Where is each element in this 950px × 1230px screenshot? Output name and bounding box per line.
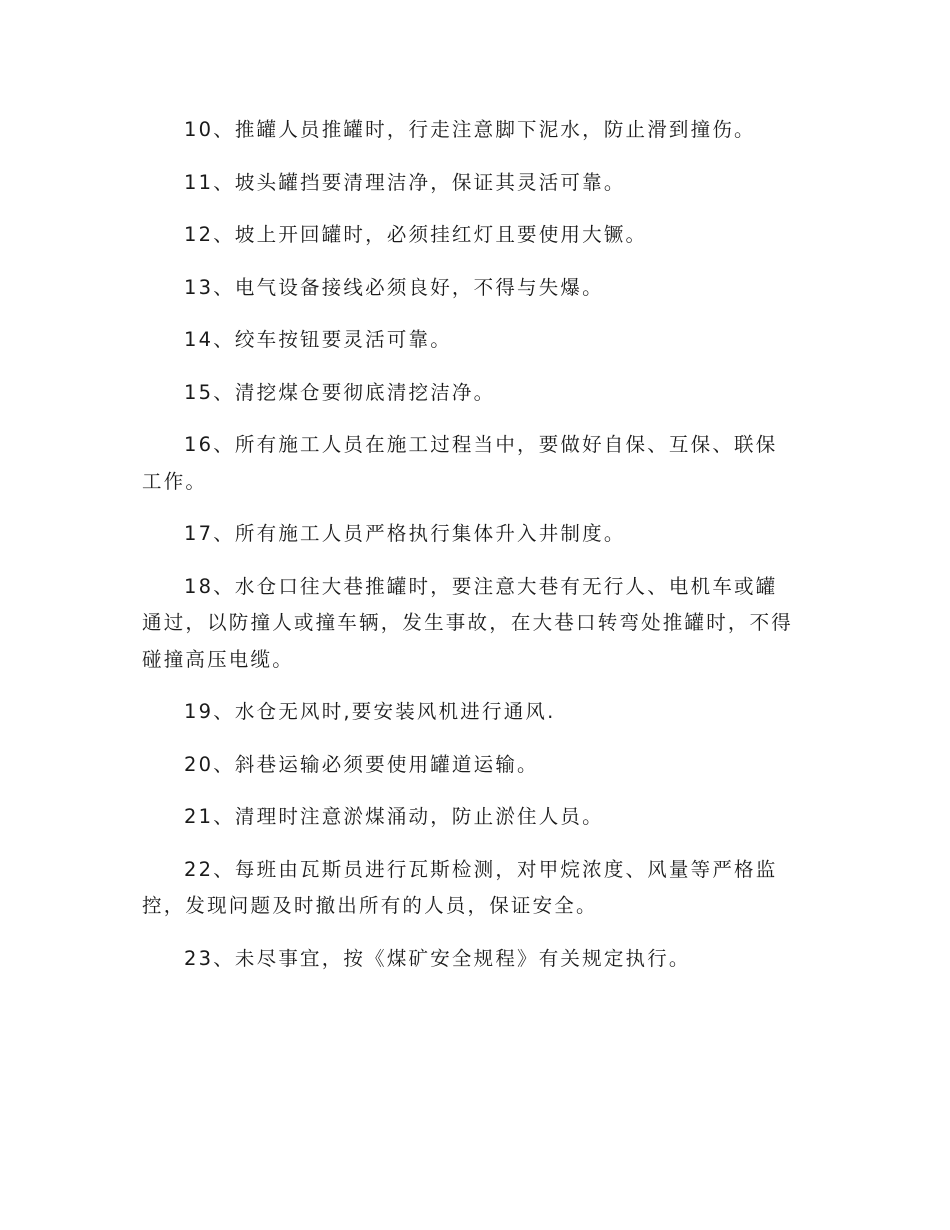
paragraph-item-14: 14、绞车按钮要灵活可靠。 [184, 328, 452, 351]
document-body [142, 112, 796, 977]
paragraph-item-16: 16、所有施工人员在施工过程当中，要做好自保、互保、联保工作。 [142, 433, 778, 493]
paragraph-item-23: 23、未尽事宜，按《煤矿安全规程》有关规定执行。 [184, 946, 691, 970]
paragraph-item-18: 18、水仓口往大巷推罐时，要注意大巷有无行人、电机车或罐通过，以防撞人或撞车辆，发生事故，在大巷口转弯处推罐时，不得碰撞高压电缆。 [142, 574, 794, 671]
paragraph-item-17: 17、所有施工人员严格执行集体升入井制度。 [184, 522, 626, 545]
paragraph-item-22: 22、每班由瓦斯员进行瓦斯检测，对甲烷浓度、风量等严格监控，发现问题及时撤出所有的人员，保证安全。 [142, 857, 778, 917]
paragraph-item-20: 20、斜巷运输必须要使用罐道运输。 [184, 752, 539, 776]
paragraph-item-10: 10、推罐人员推罐时，行走注意脚下泥水，防止滑到撞伤。 [184, 118, 756, 141]
paragraph-item-15: 15、清挖煤仓要彻底清挖洁净。 [184, 380, 496, 404]
paragraph-item-11: 11、坡头罐挡要清理洁净，保证其灵活可靠。 [184, 170, 626, 194]
paragraph-item-19: 19、水仓无风时,要安装风机进行通风. [184, 700, 556, 723]
paragraph-item-21: 21、清理时注意淤煤涌动，防止淤住人员。 [184, 805, 604, 828]
paragraph-item-12: 12、坡上开回罐时，必须挂红灯且要使用大镢。 [184, 223, 648, 246]
paragraph-item-13: 13、电气设备接线必须良好，不得与失爆。 [184, 275, 604, 299]
